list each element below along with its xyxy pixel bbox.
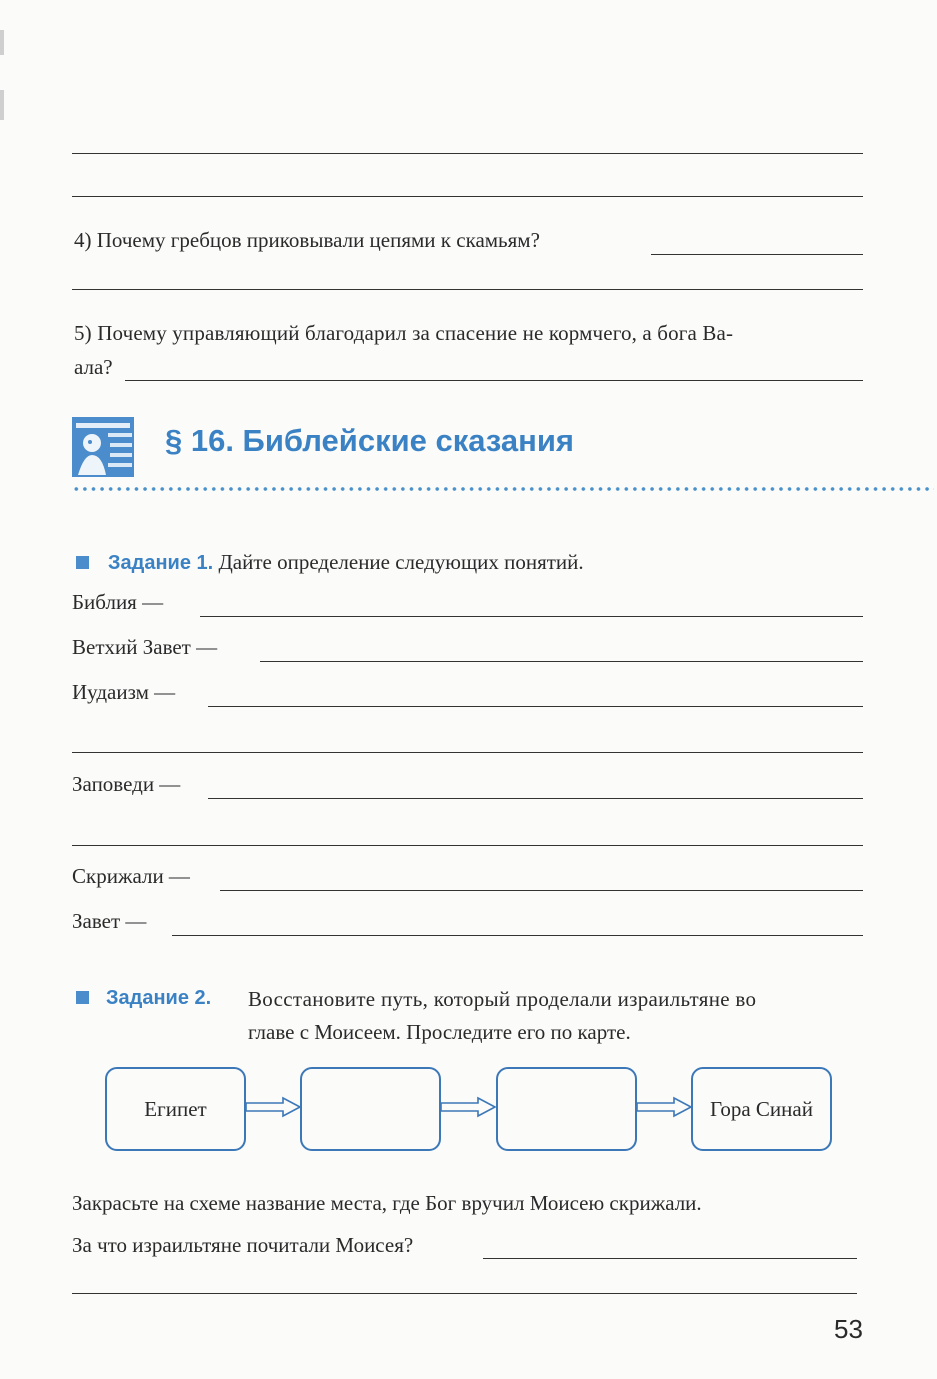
arrow-right-icon (440, 1096, 498, 1118)
scan-edge-mark (0, 90, 4, 120)
arrow-right-icon (636, 1096, 694, 1118)
dotted-separator (72, 486, 934, 492)
question-5-line2: ала? (74, 355, 113, 379)
answer-line[interactable] (172, 935, 863, 936)
route-box-egypt: Египет (105, 1067, 246, 1151)
answer-line[interactable] (208, 706, 863, 707)
answer-line[interactable] (125, 380, 863, 381)
answer-line[interactable] (72, 1293, 857, 1294)
term-commandments: Заповеди — (72, 772, 181, 796)
task-1-label: Задание 1. (108, 552, 214, 574)
term-judaism: Иудаизм — (72, 680, 176, 704)
answer-line[interactable] (72, 289, 863, 290)
answer-line[interactable] (200, 616, 863, 617)
answer-line[interactable] (220, 890, 863, 891)
route-box-empty-2[interactable] (496, 1067, 637, 1151)
task-1-heading (108, 552, 584, 573)
coloring-instruction: Закрасьте на схеме название места, где Бог вручил Моисею скрижали. (72, 1191, 702, 1215)
term-covenant: Завет — (72, 909, 147, 933)
route-box-empty-1[interactable] (300, 1067, 441, 1151)
question-4: 4) Почему гребцов приковывали цепями к скамьям? (74, 228, 540, 252)
page-number: 53 (834, 1314, 863, 1344)
task-2-text-line2: главе с Моисеем. Проследите его по карте. (248, 1020, 631, 1044)
term-bible: Библия — (72, 590, 164, 614)
question-5-line1: 5) Почему управляющий благодарил за спасение не кормчего, а бога Ва- (74, 321, 734, 345)
section-title: § 16. Библейские сказания (165, 423, 575, 458)
book-figure-icon (72, 417, 134, 477)
task-1-text: Дайте определение следующих понятий. (218, 550, 584, 574)
answer-line[interactable] (72, 153, 863, 154)
task-2-text-line1: Восстановите путь, который проделали израильтяне во (248, 987, 757, 1011)
answer-line[interactable] (72, 752, 863, 753)
scan-edge-mark (0, 30, 4, 55)
route-box-mount-sinai[interactable]: Гора Синай (691, 1067, 832, 1151)
task-2-marker (76, 991, 89, 1004)
term-tablets: Скрижали — (72, 864, 190, 888)
answer-line[interactable] (483, 1258, 857, 1259)
final-question: За что израильтяне почитали Моисея? (72, 1233, 414, 1257)
answer-line[interactable] (72, 196, 863, 197)
answer-line[interactable] (260, 661, 863, 662)
answer-line[interactable] (72, 845, 863, 846)
task-2-label: Задание 2. (106, 987, 212, 1009)
answer-line[interactable] (208, 798, 863, 799)
task-1-marker (76, 556, 89, 569)
arrow-right-icon (245, 1096, 303, 1118)
answer-line[interactable] (651, 254, 863, 255)
term-old-testament: Ветхий Завет — (72, 635, 218, 659)
